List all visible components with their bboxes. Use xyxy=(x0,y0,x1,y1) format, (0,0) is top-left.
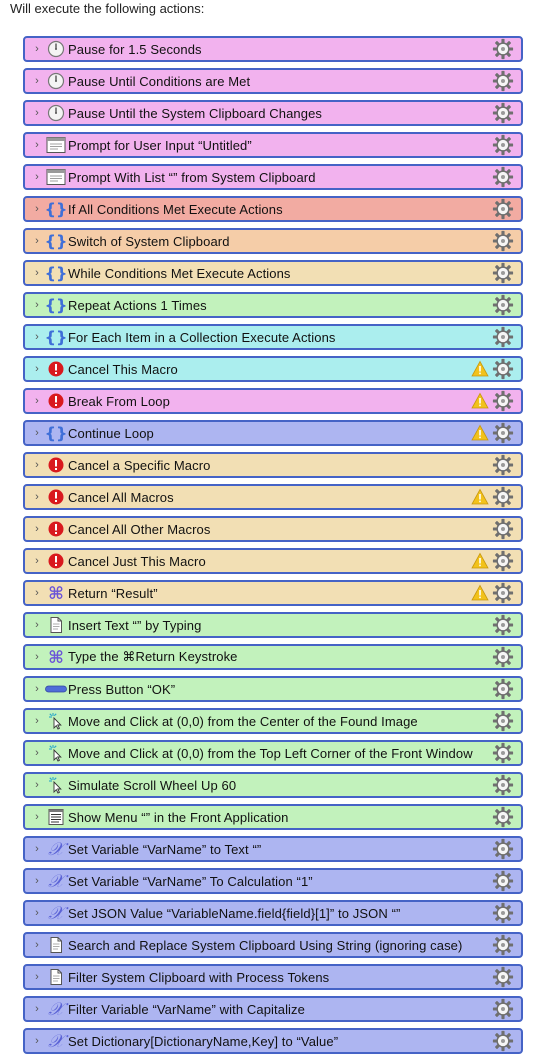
disclosure-chevron-icon[interactable]: › xyxy=(35,171,39,183)
variable-icon xyxy=(46,1031,66,1051)
disclosure-chevron-icon[interactable]: › xyxy=(35,75,39,87)
action-row[interactable] xyxy=(23,708,523,734)
document-icon xyxy=(46,615,66,635)
disclosure-chevron-icon[interactable]: › xyxy=(35,491,39,503)
action-label: Return “Result” xyxy=(68,585,158,601)
svg-text:⌘: ⌘ xyxy=(48,584,64,604)
cursor-click-icon xyxy=(46,711,66,731)
stop-icon xyxy=(46,359,66,379)
action-label: Move and Click at (0,0) from the Center of the Found Image xyxy=(68,713,418,729)
disclosure-chevron-icon[interactable]: › xyxy=(35,683,39,695)
gear-icon[interactable] xyxy=(492,678,514,700)
button-icon xyxy=(46,679,66,699)
gear-icon[interactable] xyxy=(492,870,514,892)
disclosure-chevron-icon[interactable]: › xyxy=(35,619,39,631)
gear-icon[interactable] xyxy=(492,966,514,988)
disclosure-chevron-icon[interactable]: › xyxy=(35,971,39,983)
braces-icon xyxy=(46,231,66,251)
disclosure-chevron-icon[interactable]: › xyxy=(35,523,39,535)
window-icon xyxy=(46,135,66,155)
action-label: Filter System Clipboard with Process Tokens xyxy=(68,969,330,985)
braces-icon xyxy=(46,423,66,443)
disclosure-chevron-icon[interactable]: › xyxy=(35,1003,39,1015)
cursor-click-icon xyxy=(46,775,66,795)
action-row[interactable] xyxy=(23,1028,523,1054)
braces-icon xyxy=(46,199,66,219)
svg-text:𝒳: 𝒳 xyxy=(48,871,64,892)
disclosure-chevron-icon[interactable]: › xyxy=(35,939,39,951)
svg-text:𝒳: 𝒳 xyxy=(48,999,64,1020)
disclosure-chevron-icon[interactable]: › xyxy=(35,139,39,151)
action-row[interactable] xyxy=(23,868,523,894)
action-label: Pause Until Conditions are Met xyxy=(68,73,251,89)
gear-icon[interactable] xyxy=(492,486,514,508)
stop-icon xyxy=(46,551,66,571)
action-row[interactable] xyxy=(23,68,523,94)
action-row[interactable] xyxy=(23,260,523,286)
braces-icon xyxy=(46,295,66,315)
action-label: Search and Replace System Clipboard Using String (ignoring case) xyxy=(68,937,463,953)
action-label: Switch of System Clipboard xyxy=(68,233,230,249)
clock-icon xyxy=(46,71,66,91)
gear-icon[interactable] xyxy=(492,230,514,252)
variable-icon xyxy=(46,839,66,859)
action-row[interactable] xyxy=(23,484,523,510)
action-label: Continue Loop xyxy=(68,425,154,441)
disclosure-chevron-icon[interactable]: › xyxy=(35,43,39,55)
gear-icon[interactable] xyxy=(492,326,514,348)
window-icon xyxy=(46,167,66,187)
svg-text:𝒳: 𝒳 xyxy=(48,903,64,924)
disclosure-chevron-icon[interactable]: › xyxy=(35,587,39,599)
action-label: Break From Loop xyxy=(68,393,170,409)
action-row[interactable] xyxy=(23,100,523,126)
action-label: Set Dictionary[DictionaryName,Key] to “Value” xyxy=(68,1033,339,1049)
action-label: For Each Item in a Collection Execute Actions xyxy=(68,329,336,345)
svg-text:{}: {} xyxy=(44,423,68,443)
gear-icon[interactable] xyxy=(492,262,514,284)
disclosure-chevron-icon[interactable]: › xyxy=(35,811,39,823)
gear-icon[interactable] xyxy=(492,294,514,316)
document-icon xyxy=(46,935,66,955)
disclosure-chevron-icon[interactable]: › xyxy=(35,427,39,439)
action-label: Insert Text “” by Typing xyxy=(68,617,202,633)
svg-text:{}: {} xyxy=(44,263,68,283)
action-row[interactable] xyxy=(23,612,523,638)
warning-icon xyxy=(471,360,489,378)
gear-icon[interactable] xyxy=(492,198,514,220)
action-row[interactable] xyxy=(23,900,523,926)
gear-icon[interactable] xyxy=(492,102,514,124)
action-label: Type the ⌘Return Keystroke xyxy=(68,649,238,664)
gear-icon[interactable] xyxy=(492,998,514,1020)
action-label: Cancel a Specific Macro xyxy=(68,457,211,473)
action-row[interactable] xyxy=(23,452,523,478)
action-label: While Conditions Met Execute Actions xyxy=(68,265,291,281)
warning-icon xyxy=(471,392,489,410)
action-row[interactable] xyxy=(23,932,523,958)
gear-icon[interactable] xyxy=(492,38,514,60)
action-row[interactable] xyxy=(23,996,523,1022)
stop-icon xyxy=(46,391,66,411)
action-label: Set Variable “VarName” to Text “” xyxy=(68,841,262,857)
action-row[interactable] xyxy=(23,324,523,350)
action-row[interactable] xyxy=(23,292,523,318)
disclosure-chevron-icon[interactable]: › xyxy=(35,299,39,311)
action-label: Show Menu “” in the Front Application xyxy=(68,809,289,825)
action-row[interactable] xyxy=(23,548,523,574)
disclosure-chevron-icon[interactable]: › xyxy=(35,843,39,855)
variable-icon xyxy=(46,903,66,923)
action-label: Prompt for User Input “Untitled” xyxy=(68,137,252,153)
disclosure-chevron-icon[interactable]: › xyxy=(35,779,39,791)
gear-icon[interactable] xyxy=(492,838,514,860)
action-row[interactable] xyxy=(23,36,523,62)
gear-icon[interactable] xyxy=(492,1030,514,1052)
action-row[interactable] xyxy=(23,836,523,862)
action-row[interactable] xyxy=(23,164,523,190)
stop-icon xyxy=(46,487,66,507)
disclosure-chevron-icon[interactable]: › xyxy=(35,203,39,215)
disclosure-chevron-icon[interactable]: › xyxy=(35,875,39,887)
action-row[interactable] xyxy=(23,644,523,670)
action-label: Filter Variable “VarName” with Capitalize xyxy=(68,1001,305,1017)
disclosure-chevron-icon[interactable]: › xyxy=(35,395,39,407)
gear-icon[interactable] xyxy=(492,550,514,572)
action-row[interactable] xyxy=(23,580,523,606)
action-label: Prompt With List “” from System Clipboard xyxy=(68,169,316,185)
svg-text:{}: {} xyxy=(44,327,68,347)
warning-icon xyxy=(471,552,489,570)
variable-icon xyxy=(46,871,66,891)
disclosure-chevron-icon[interactable]: › xyxy=(35,747,39,759)
warning-icon xyxy=(471,424,489,442)
action-label: Move and Click at (0,0) from the Top Left Corner of the Front Window xyxy=(68,745,473,761)
disclosure-chevron-icon[interactable]: › xyxy=(35,459,39,471)
action-row[interactable] xyxy=(23,132,523,158)
actions-header: Will execute the following actions: xyxy=(10,1,205,16)
action-row[interactable] xyxy=(23,196,523,222)
gear-icon[interactable] xyxy=(492,646,514,668)
action-row[interactable] xyxy=(23,516,523,542)
action-row[interactable] xyxy=(23,228,523,254)
clock-icon xyxy=(46,103,66,123)
svg-text:𝒳: 𝒳 xyxy=(48,1031,64,1052)
svg-text:⌘: ⌘ xyxy=(48,648,64,668)
gear-icon[interactable] xyxy=(492,710,514,732)
action-label: Cancel All Other Macros xyxy=(68,521,211,537)
gear-icon[interactable] xyxy=(492,358,514,380)
action-label: Simulate Scroll Wheel Up 60 xyxy=(68,777,237,793)
gear-icon[interactable] xyxy=(492,806,514,828)
stop-icon xyxy=(46,519,66,539)
gear-icon[interactable] xyxy=(492,134,514,156)
gear-icon[interactable] xyxy=(492,902,514,924)
action-label: Pause for 1.5 Seconds xyxy=(68,41,202,57)
action-label: Pause Until the System Clipboard Changes xyxy=(68,105,323,121)
command-icon xyxy=(46,647,66,667)
disclosure-chevron-icon[interactable]: › xyxy=(35,651,39,663)
cursor-click-icon xyxy=(46,743,66,763)
gear-icon[interactable] xyxy=(492,518,514,540)
gear-icon[interactable] xyxy=(492,390,514,412)
disclosure-chevron-icon[interactable]: › xyxy=(35,331,39,343)
braces-icon xyxy=(46,327,66,347)
variable-icon xyxy=(46,999,66,1019)
action-label: Set JSON Value “VariableName.field{field}[1]” to JSON “” xyxy=(68,905,401,921)
svg-text:{}: {} xyxy=(44,199,68,219)
disclosure-chevron-icon[interactable]: › xyxy=(35,555,39,567)
disclosure-chevron-icon[interactable]: › xyxy=(35,107,39,119)
disclosure-chevron-icon[interactable]: › xyxy=(35,715,39,727)
gear-icon[interactable] xyxy=(492,422,514,444)
action-row[interactable] xyxy=(23,676,523,702)
action-label: Repeat Actions 1 Times xyxy=(68,297,207,313)
gear-icon[interactable] xyxy=(492,166,514,188)
action-row[interactable] xyxy=(23,388,523,414)
action-label: Press Button “OK” xyxy=(68,681,176,697)
gear-icon[interactable] xyxy=(492,582,514,604)
clock-icon xyxy=(46,39,66,59)
disclosure-chevron-icon[interactable]: › xyxy=(35,267,39,279)
svg-text:{}: {} xyxy=(44,231,68,251)
braces-icon xyxy=(46,263,66,283)
gear-icon[interactable] xyxy=(492,454,514,476)
disclosure-chevron-icon[interactable]: › xyxy=(35,363,39,375)
action-row[interactable] xyxy=(23,772,523,798)
action-label: Set Variable “VarName” To Calculation “1” xyxy=(68,873,313,889)
disclosure-chevron-icon[interactable]: › xyxy=(35,235,39,247)
action-row[interactable] xyxy=(23,740,523,766)
gear-icon[interactable] xyxy=(492,774,514,796)
gear-icon[interactable] xyxy=(492,742,514,764)
svg-text:{}: {} xyxy=(44,295,68,315)
action-row[interactable] xyxy=(23,804,523,830)
action-label: Cancel All Macros xyxy=(68,489,174,505)
document-icon xyxy=(46,967,66,987)
action-label: If All Conditions Met Execute Actions xyxy=(68,201,283,217)
menu-icon xyxy=(46,807,66,827)
gear-icon[interactable] xyxy=(492,934,514,956)
action-row[interactable] xyxy=(23,420,523,446)
stop-icon xyxy=(46,455,66,475)
svg-text:𝒳: 𝒳 xyxy=(48,839,64,860)
gear-icon[interactable] xyxy=(492,614,514,636)
action-row[interactable] xyxy=(23,964,523,990)
action-label: Cancel Just This Macro xyxy=(68,553,206,569)
disclosure-chevron-icon[interactable]: › xyxy=(35,1035,39,1047)
gear-icon[interactable] xyxy=(492,70,514,92)
command-icon xyxy=(46,583,66,603)
warning-icon xyxy=(471,584,489,602)
warning-icon xyxy=(471,488,489,506)
action-label: Cancel This Macro xyxy=(68,361,178,377)
action-row[interactable] xyxy=(23,356,523,382)
disclosure-chevron-icon[interactable]: › xyxy=(35,907,39,919)
